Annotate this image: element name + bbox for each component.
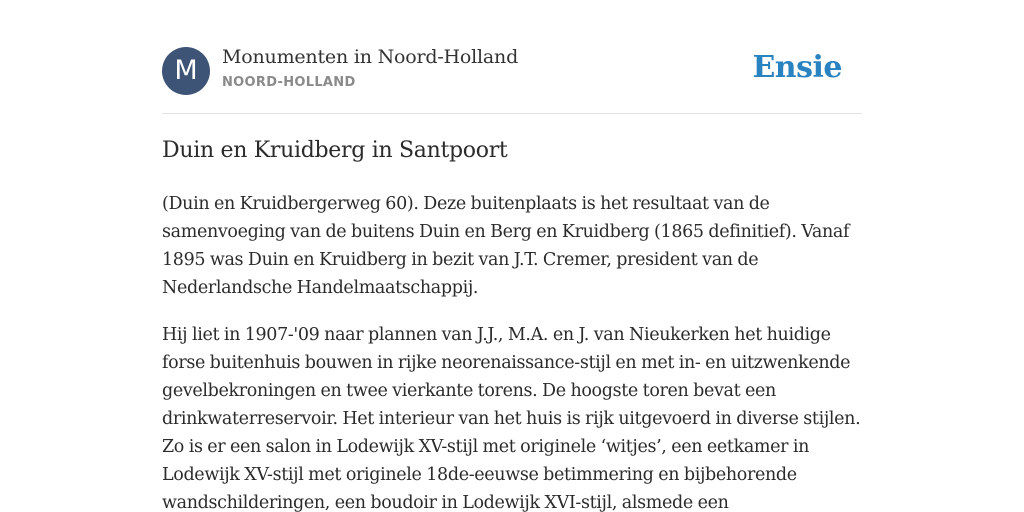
site-region[interactable]: NOORD-HOLLAND (222, 75, 356, 90)
avatar[interactable]: M (162, 47, 210, 95)
site-title[interactable]: Monumenten in Noord-Holland (222, 46, 519, 68)
article-title: Duin en Kruidberg in Santpoort (162, 138, 508, 163)
page (162, 0, 862, 512)
header-divider (162, 113, 862, 114)
site-header (162, 46, 862, 96)
article-paragraph: (Duin en Kruidbergerweg 60). Deze buitenplaats is het resultaat van de samenvoeging van de buitens Duin en Berg en Kruidberg (1865 definitief). Vanaf 1895 was Duin en Kruidberg in bezit van J.T. Cremer, president van de Nederlandsche Handelmaatschappij. (162, 194, 850, 298)
brand-logo[interactable]: Ensie (752, 50, 842, 85)
article-paragraph: Hij liet in 1907-'09 naar plannen van J.J., M.A. en J. van Nieukerken het huidige forse buitenhuis bouwen in rijke neorenaissance-stijl en met in- en uitzwenkende gevelbekroningen en twee vierkante torens. De hoogste toren bevat een drinkwaterreservoir. Het interieur van het huis is rijk uitgevoerd in diverse stijlen. Zo is er een salon in Lodewijk XV-stijl met originele ‘witjes’, een eetkamer in Lodewijk XV-stijl met originele 18de-eeuwse betimmering en bijbehorende wandschilderingen, een boudoir in Lodewijk XVI-stijl, alsmede een (162, 325, 861, 512)
article-body (162, 190, 862, 512)
